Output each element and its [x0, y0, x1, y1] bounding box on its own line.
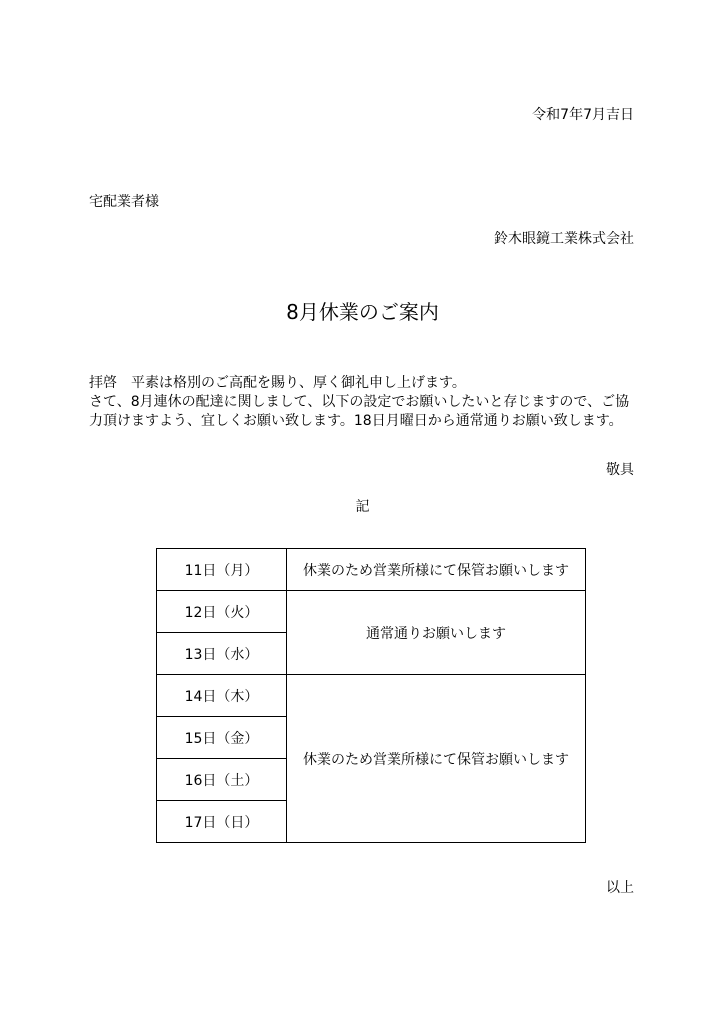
table-row [157, 549, 586, 591]
letter-date: 令和7年7月吉日 [532, 107, 634, 123]
day-cell: 14日（木） [157, 675, 287, 717]
closing-keigu: 敬具 [606, 462, 634, 478]
schedule-table [156, 548, 586, 843]
day-cell: 17日（日） [157, 801, 287, 843]
recipient-name: 宅配業者様 [89, 194, 159, 210]
letter-body [89, 374, 637, 431]
letter-title: 8月休業のご案内 [286, 300, 439, 324]
greeting-paragraph: 拝啓 平素は格別のご高配を賜り、厚く御礼申し上げます。 [89, 375, 466, 391]
closing-ijou: 以上 [606, 880, 634, 896]
note-cell: 通常通りお願いします [287, 591, 586, 675]
note-cell: 休業のため営業所様にて保管お願いします [287, 549, 586, 591]
table-row [157, 591, 586, 633]
day-cell: 15日（金） [157, 717, 287, 759]
day-cell: 11日（月） [157, 549, 287, 591]
day-cell: 12日（火） [157, 591, 287, 633]
day-cell: 16日（土） [157, 759, 287, 801]
sender-company: 鈴木眼鏡工業株式会社 [494, 231, 634, 247]
main-paragraph: さて、8月連休の配達に関しまして、以下の設定でお願いしたいと存じますので、ご協力頂けますよう、宜しくお願い致します。18日月曜日から通常通りお願い致します。 [89, 394, 630, 429]
ki-heading: 記 [355, 499, 370, 515]
day-cell: 13日（水） [157, 633, 287, 675]
note-cell: 休業のため営業所様にて保管お願いします [287, 675, 586, 843]
table-row [157, 675, 586, 717]
